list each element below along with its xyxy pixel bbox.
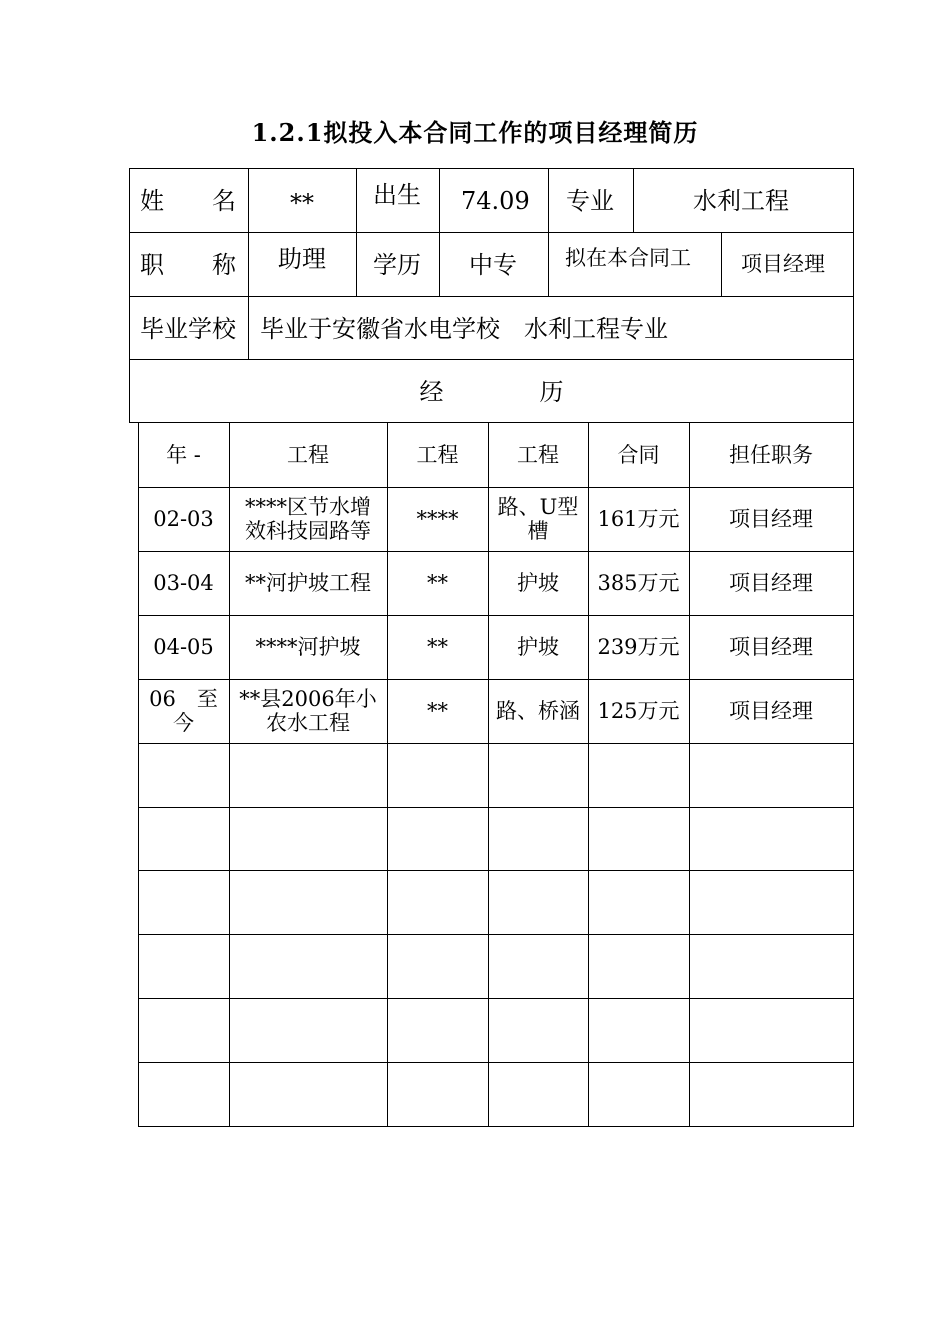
cell-text: 239万元 (597, 634, 680, 659)
title-label: 职 称 (140, 251, 236, 279)
table-cell (138, 487, 229, 551)
column-header (588, 423, 689, 487)
header-text: 合同 (617, 443, 660, 467)
cell-text: 125万元 (597, 698, 680, 723)
table-cell (229, 615, 387, 679)
row-divider (130, 232, 853, 233)
table-cell (387, 551, 488, 615)
cell-text: 项目经理 (729, 506, 813, 531)
cell-text: 04-05 (153, 634, 214, 659)
role-label: 拟在本合同工 (565, 246, 691, 270)
major-value: 水利工程 (693, 187, 789, 215)
table-cell (229, 870, 387, 934)
cell-text: **县2006年小农水工程 (239, 686, 377, 735)
col-divider (439, 232, 440, 296)
cell-text: 路、U型槽 (497, 494, 579, 543)
table-cell (138, 934, 229, 998)
table-cell (588, 1062, 689, 1126)
cell-text: ****河护坡 (255, 634, 361, 659)
col-divider (356, 232, 357, 296)
cell-text: **** (416, 506, 459, 531)
table-cell (588, 487, 689, 551)
column-header (229, 423, 387, 487)
cell-text: **河护坡工程 (245, 570, 371, 595)
table-cell (488, 1062, 588, 1126)
table-cell (588, 998, 689, 1062)
table-cell (387, 870, 488, 934)
table-cell (138, 615, 229, 679)
cell-text: 161万元 (597, 506, 680, 531)
table-cell (229, 1062, 387, 1126)
cell-text: 385万元 (597, 570, 680, 595)
experience-table (138, 423, 854, 1126)
column-header (689, 423, 853, 487)
table-cell (138, 1062, 229, 1126)
experience-label: 经 历 (419, 378, 564, 406)
table-cell (488, 679, 588, 743)
birth-label: 出生 (373, 181, 421, 209)
header-text: 工程 (517, 443, 559, 467)
table-cell (387, 998, 488, 1062)
header-text: 担任职务 (729, 443, 813, 467)
table-cell (387, 679, 488, 743)
col-divider (633, 169, 634, 232)
column-header (387, 423, 488, 487)
table-cell (488, 870, 588, 934)
table-cell (689, 551, 853, 615)
table-cell (488, 998, 588, 1062)
table-cell (387, 743, 488, 807)
table-cell (689, 934, 853, 998)
row-divider (138, 1126, 854, 1127)
table-cell (588, 615, 689, 679)
table-cell (689, 487, 853, 551)
table-cell (138, 870, 229, 934)
info-table (129, 168, 854, 423)
col-divider (248, 169, 249, 296)
table-cell (229, 807, 387, 871)
cell-text: 护坡 (517, 634, 559, 659)
cell-text: 项目经理 (729, 570, 813, 595)
table-cell (488, 807, 588, 871)
major-label: 专业 (566, 187, 614, 215)
cell-text: ** (427, 634, 448, 659)
header-text: 年 - (166, 443, 201, 467)
table-cell (588, 551, 689, 615)
col-divider (439, 169, 440, 232)
table-cell (689, 807, 853, 871)
table-cell (229, 934, 387, 998)
cell-text: 路、桥涵 (496, 698, 580, 723)
table-cell (689, 743, 853, 807)
table-cell (138, 807, 229, 871)
header-text: 工程 (287, 443, 329, 467)
table-cell (689, 679, 853, 743)
table-cell (229, 743, 387, 807)
col-divider (853, 423, 854, 1126)
cell-text: 项目经理 (729, 634, 813, 659)
cell-text: ** (427, 698, 448, 723)
cell-text: 护坡 (517, 570, 559, 595)
table-cell (229, 487, 387, 551)
table-cell (588, 679, 689, 743)
document-title: 1.2.1拟投入本合同工作的项目经理简历 (251, 118, 699, 147)
edu-label: 学历 (373, 251, 421, 279)
role-value: 项目经理 (741, 252, 825, 276)
cell-text: 项目经理 (729, 698, 813, 723)
table-cell (488, 487, 588, 551)
row-divider (130, 296, 853, 297)
table-cell (488, 743, 588, 807)
table-cell (689, 870, 853, 934)
cell-text: 06 至今 (149, 686, 218, 735)
table-cell (387, 487, 488, 551)
col-divider (548, 169, 549, 296)
column-header (138, 423, 229, 487)
column-header (488, 423, 588, 487)
col-divider (721, 232, 722, 296)
table-cell (387, 1062, 488, 1126)
school-value: 毕业于安徽省水电学校 水利工程专业 (260, 315, 668, 343)
table-cell (488, 615, 588, 679)
cell-text: 03-04 (153, 570, 214, 595)
table-cell (488, 551, 588, 615)
table-cell (387, 934, 488, 998)
header-text: 工程 (416, 443, 459, 467)
name-value: ** (290, 189, 314, 217)
table-cell (588, 807, 689, 871)
table-cell (229, 998, 387, 1062)
cell-text: ** (427, 570, 448, 595)
cell-text: 02-03 (153, 506, 214, 531)
table-cell (138, 743, 229, 807)
col-divider (356, 169, 357, 232)
name-label: 姓 名 (140, 187, 236, 215)
table-cell (588, 743, 689, 807)
table-cell (138, 998, 229, 1062)
table-cell (488, 934, 588, 998)
edu-value: 中专 (469, 251, 517, 279)
table-cell (229, 551, 387, 615)
table-cell (229, 679, 387, 743)
table-cell (138, 679, 229, 743)
table-cell (387, 807, 488, 871)
col-divider (248, 296, 249, 359)
table-cell (387, 615, 488, 679)
row-divider (130, 359, 853, 360)
table-cell (689, 615, 853, 679)
school-label: 毕业学校 (140, 315, 236, 343)
birth-value: 74.09 (461, 187, 530, 215)
table-cell (689, 1062, 853, 1126)
table-cell (138, 551, 229, 615)
table-cell (588, 934, 689, 998)
cell-text: ****区节水增效科技园路等 (245, 494, 371, 543)
table-cell (588, 870, 689, 934)
table-cell (689, 998, 853, 1062)
title-value: 助理 (278, 245, 326, 273)
